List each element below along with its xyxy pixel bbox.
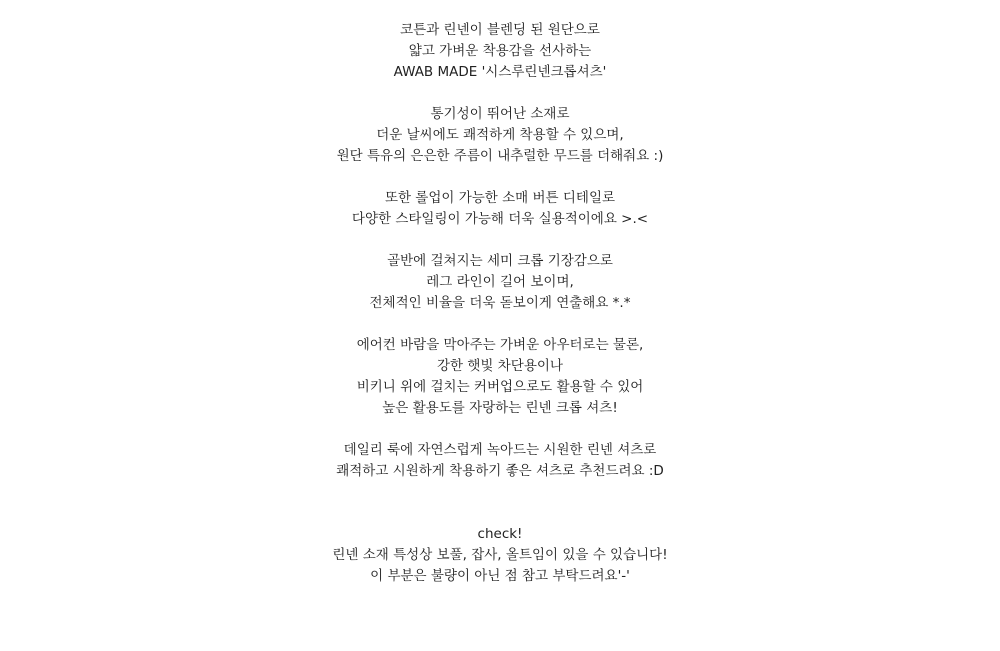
description-paragraph-2 [0, 104, 1000, 167]
description-line: 또한 롤업이 가능한 소매 버튼 디테일로 [384, 190, 616, 206]
description-line: 에어컨 바람을 막아주는 가벼운 아우터로는 물론, [356, 337, 644, 353]
description-line: 높은 활용도를 자랑하는 린넨 크롭 셔츠! [382, 400, 618, 416]
description-line: 통기성이 뛰어난 소재로 [430, 106, 570, 122]
description-line: 골반에 걸쳐지는 세미 크롭 기장감으로 [387, 253, 613, 269]
description-paragraph-4 [0, 251, 1000, 314]
description-line: 얇고 가벼운 착용감을 선사하는 [408, 43, 592, 59]
description-line: 더운 날씨에도 쾌적하게 착용할 수 있으며, [376, 127, 624, 143]
description-line: AWAB MADE '시스루린넨크롭셔츠' [393, 64, 607, 80]
care-notice [0, 524, 1000, 587]
description-paragraph-1 [0, 20, 1000, 83]
description-line: 데일리 룩에 자연스럽게 녹아드는 시원한 린넨 셔츠로 [343, 442, 657, 458]
description-line: 원단 특유의 은은한 주름이 내추럴한 무드를 더해줘요 :) [336, 148, 664, 164]
description-line: 비키니 위에 걸치는 커버업으로도 활용할 수 있어 [356, 379, 644, 395]
product-description [0, 20, 1000, 608]
description-line: 강한 햇빛 차단용이나 [437, 358, 563, 374]
description-paragraph-6 [0, 440, 1000, 482]
notice-line: 린넨 소재 특성상 보풀, 잡사, 올트임이 있을 수 있습니다! [332, 547, 668, 563]
description-line: 코튼과 린넨이 블렌딩 된 원단으로 [400, 22, 600, 38]
description-line: 쾌적하고 시원하게 착용하기 좋은 셔츠로 추천드려요 :D [336, 463, 664, 479]
description-paragraph-5 [0, 335, 1000, 419]
description-line: 레그 라인이 길어 보이며, [426, 274, 574, 290]
description-line: 전체적인 비율을 더욱 돋보이게 연출해요 *.* [369, 295, 631, 311]
notice-heading: check! [477, 526, 523, 542]
description-paragraph-3 [0, 188, 1000, 230]
description-line: 다양한 스타일링이 가능해 더욱 실용적이에요 >.< [351, 211, 649, 227]
notice-line: 이 부분은 불량이 아닌 점 참고 부탁드려요'-' [370, 568, 630, 584]
